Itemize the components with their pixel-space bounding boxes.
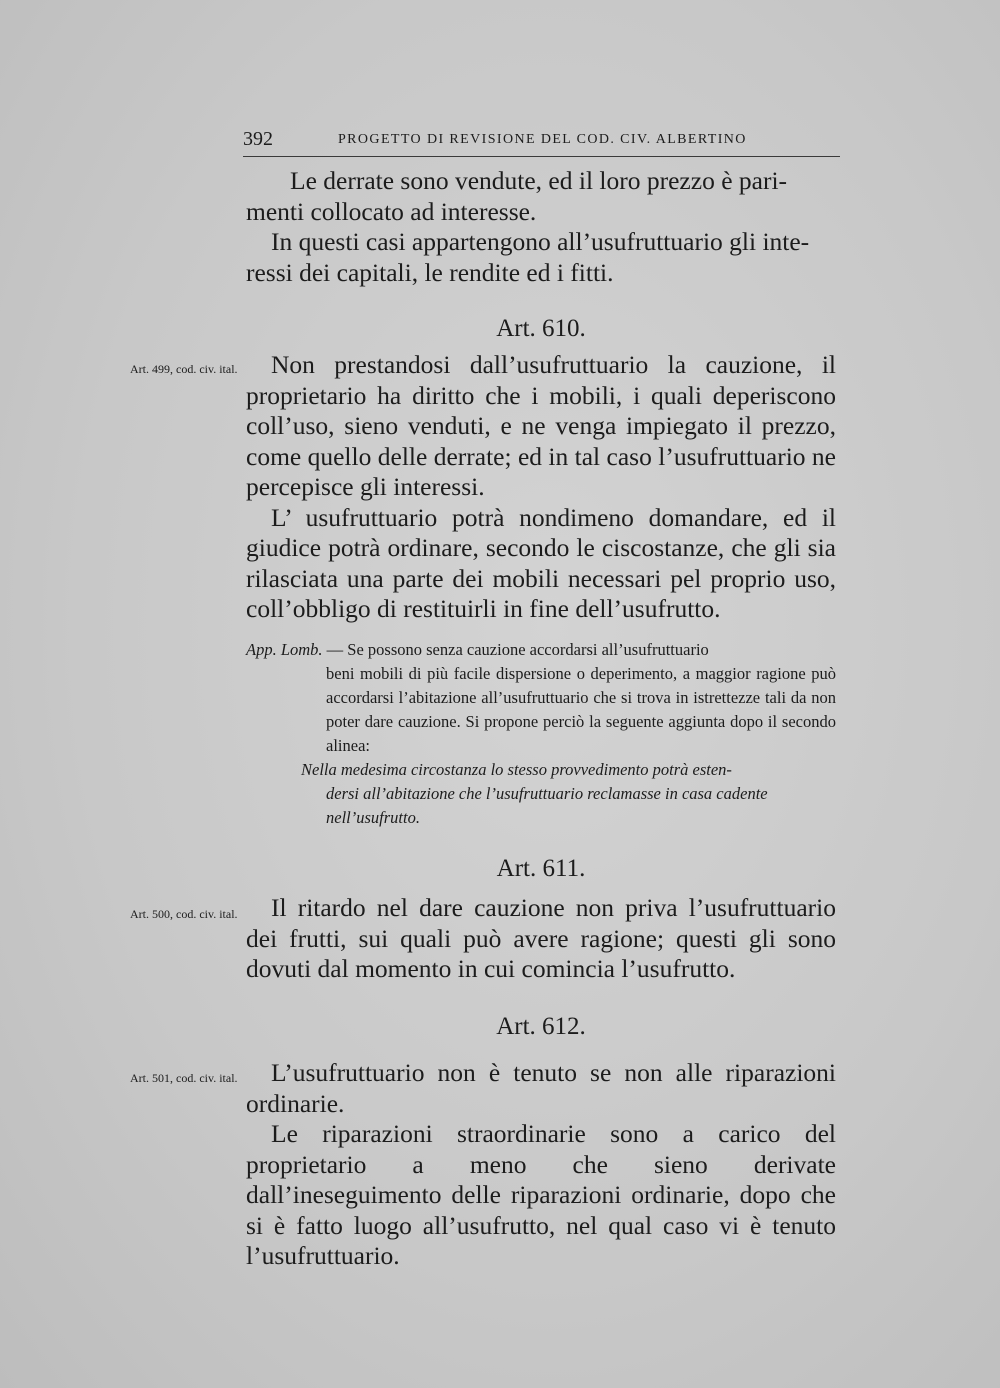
- article-610-paragraph-1: Non prestandosi dall’usufruttuario la cauzione, il proprietario ha diritto che i mobili, i quali deperiscono coll’uso, sieno venduti, e ne venga impiegato il prezzo, come quello delle derrate; ed in tal caso l’usufruttuario ne percepisce gli interessi.: [246, 350, 836, 501]
- note-first-line: — Se possono senza cauzione accordarsi all’usufruttuario: [322, 640, 709, 659]
- article-610-text: [246, 350, 836, 625]
- article-612-margin-note: Art. 501, cod. civ. ital.: [130, 1071, 238, 1085]
- article-612-paragraph-1: L’usufruttuario non è tenuto se non alle riparazioni ordinarie.: [246, 1058, 836, 1118]
- note-body: beni mobili di più facile dispersione o deperimento, a maggior ragione può accordarsi l’abitazione all’usufruttuario che si trova in istrettezze tali da non poter dare cauzione. Si propone perciò la seguente aggiunta dopo il secondo alinea:: [326, 664, 836, 755]
- top-paragraph: [246, 166, 836, 288]
- top-line-3: In questi casi appartengono all’usufruttuario gli inte-: [271, 227, 810, 256]
- page-number: 392: [243, 128, 273, 150]
- note-italic-a: Nella medesima circostanza lo stesso provvedimento potrà esten-: [301, 760, 732, 779]
- article-612-text: [246, 1058, 836, 1272]
- article-610-margin-note: Art. 499, cod. civ. ital.: [130, 362, 238, 376]
- article-611-text: [246, 893, 836, 985]
- top-line-1: Le derrate sono vendute, ed il loro prezzo è pari-: [290, 166, 788, 195]
- article-612-heading: Art. 612.: [496, 1013, 586, 1040]
- running-header: [243, 128, 840, 157]
- note-italic-b: dersi all’abitazione che l’usufruttuario reclamasse in casa cadente nell’usufrutto.: [326, 784, 768, 827]
- commentary-note: [246, 638, 836, 830]
- top-line-2: menti collocato ad interesse.: [246, 196, 537, 226]
- article-610-paragraph-2: L’ usufruttuario potrà nondimeno domandare, ed il giudice potrà ordinare, secondo le ciscostanze, che gli sia rilasciata una parte dei mobili necessari pel proprio uso, coll’obbligo di restituirli in fine dell’usufrutto.: [246, 502, 836, 623]
- article-612-paragraph-2: Le riparazioni straordinarie sono a carico del proprietario a meno che sieno derivate dall’ineseguimento delle riparazioni ordinarie, dopo che si è fatto luogo all’usufrutto, nel qual caso vi è tenuto l’usufruttuario.: [246, 1119, 836, 1270]
- top-line-4: ressi dei capitali, le rendite ed i fitti.: [246, 257, 614, 287]
- article-610-heading: Art. 610.: [496, 315, 586, 342]
- note-source: App. Lomb.: [246, 640, 323, 659]
- article-611-margin-note: Art. 500, cod. civ. ital.: [130, 907, 238, 921]
- article-611-paragraph-1: Il ritardo nel dare cauzione non priva l’usufruttuario dei frutti, sui quali può avere ragione; questi gli sono dovuti dal momento in cui comincia l’usufrutto.: [246, 893, 836, 983]
- article-611-heading: Art. 611.: [496, 855, 586, 882]
- running-title: PROGETTO DI REVISIONE DEL COD. CIV. ALBERTINO: [338, 132, 747, 147]
